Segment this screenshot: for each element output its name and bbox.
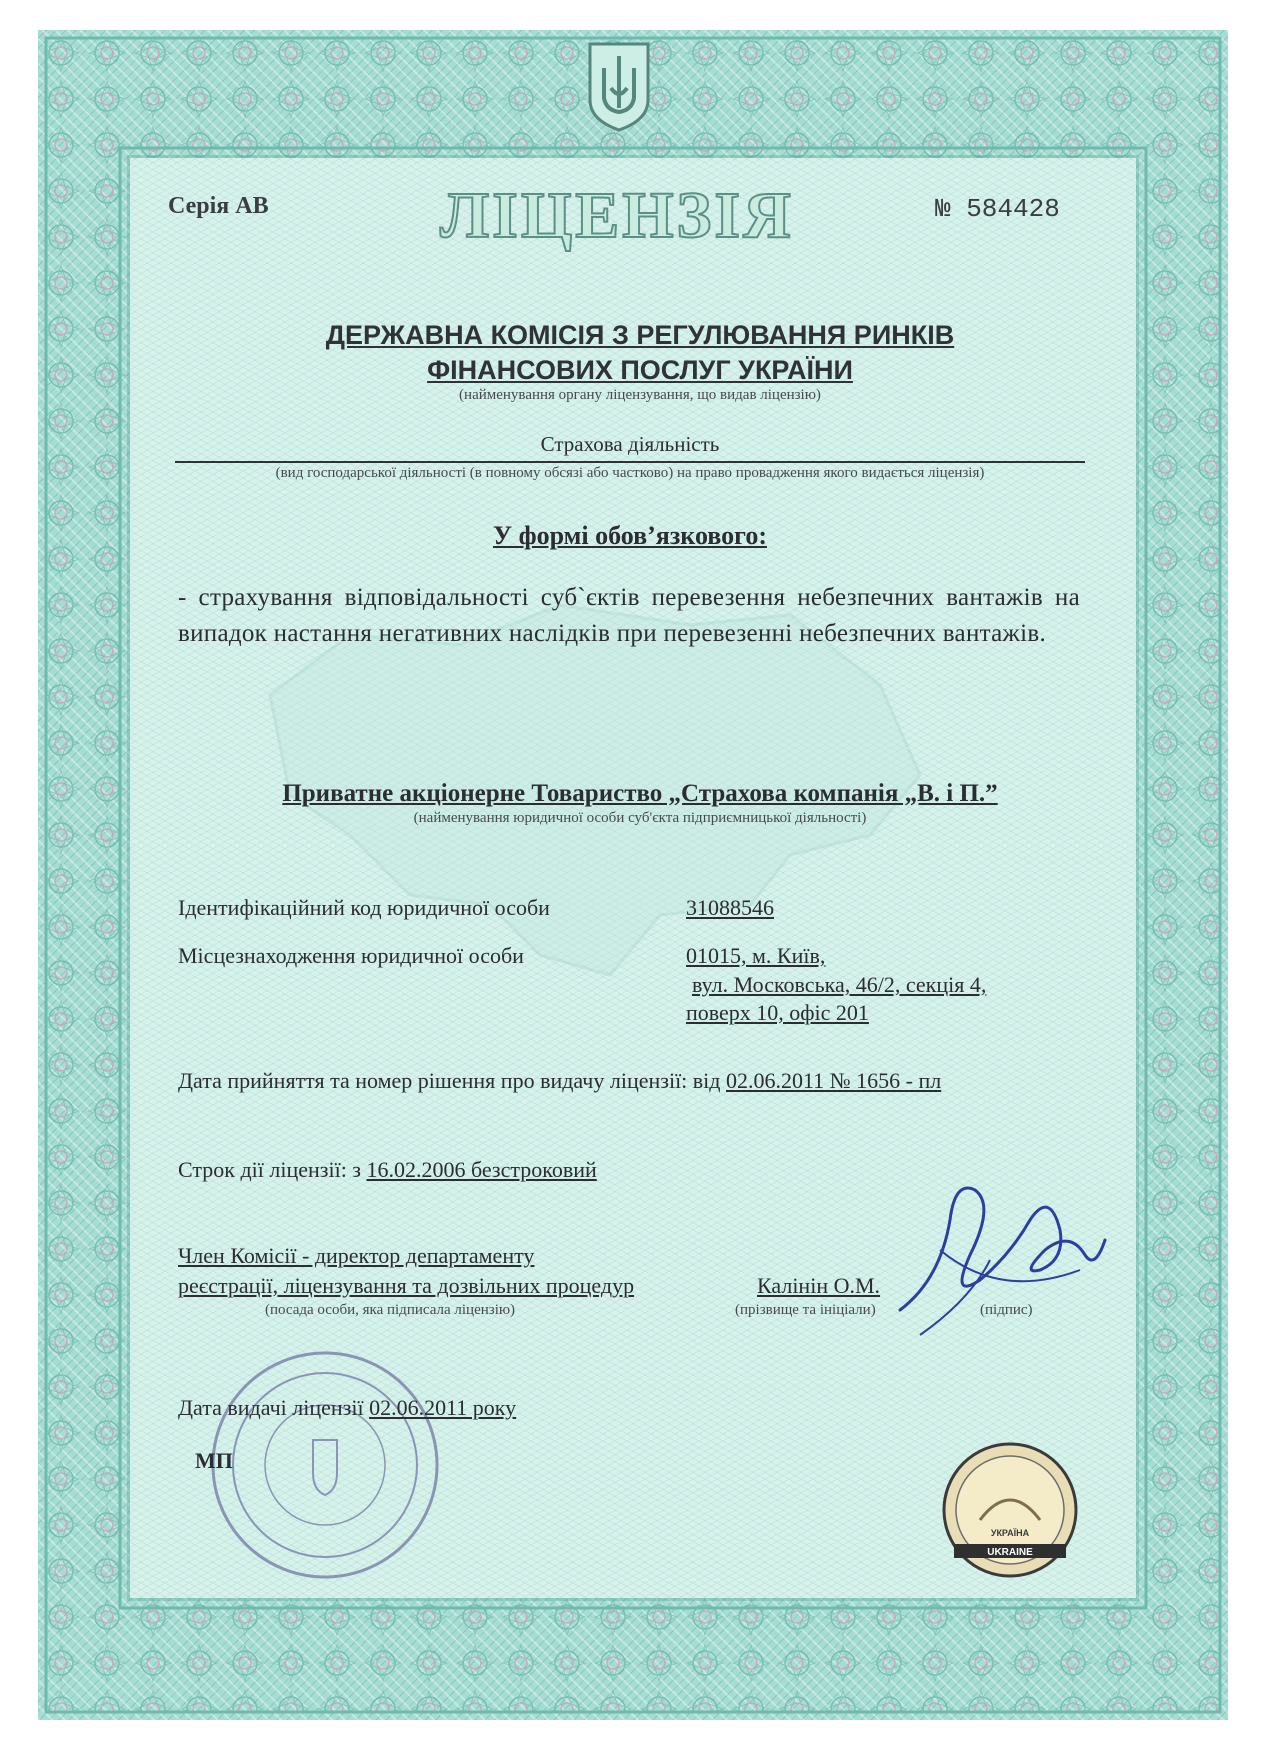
handwritten-signature (880, 1160, 1110, 1350)
stamp-place-label: МП (195, 1448, 233, 1473)
signature-caption: (підпис) (980, 1302, 1033, 1318)
decision-value: 02.06.2011 № 1656 - пл (726, 1068, 942, 1093)
issuing-authority (160, 318, 1120, 388)
license-title: ЛІЦЕНЗІЯ (440, 179, 794, 252)
issue-date-value: 02.06.2011 року (369, 1395, 517, 1420)
license-number: № 584428 (935, 194, 1060, 224)
location-label: Місцезнаходження юридичної особи (178, 943, 524, 968)
insurance-scope: - страхування відповідальності суб`єктів перевезення небезпечних вантажів на випадок настання негативних наслідків при перевезенні небезпечних вантажів. (178, 584, 1080, 647)
hologram-seal (940, 1440, 1080, 1580)
hologram-text-ua: УКРАЇНА (990, 1528, 1030, 1538)
validity-line (178, 1157, 597, 1183)
authority-line-2: ФІНАНСОВИХ ПОСЛУГ УКРАЇНИ (427, 355, 853, 385)
validity-value: 16.02.2006 безстроковий (366, 1157, 597, 1182)
activity-type: Страхова діяльність (540, 432, 720, 456)
position-caption: (посада особи, яка підписала ліцензію) (265, 1302, 516, 1318)
address-line-2: вул. Московська, 46/2, секція 4, (692, 972, 987, 997)
form-heading: У формі обов’язкового: (493, 521, 767, 550)
signer-position-line-2: реєстрації, ліцензування та дозвільних процедур (178, 1273, 635, 1298)
id-code-label: Ідентифікаційний код юридичної особи (178, 895, 550, 920)
authority-line-1: ДЕРЖАВНА КОМІСІЯ З РЕГУЛЮВАННЯ РИНКІВ (325, 320, 955, 350)
issue-date-label: Дата видачі ліцензії (178, 1395, 370, 1420)
activity-underline (175, 461, 1085, 463)
license-series: Серія АВ (168, 193, 269, 219)
issue-date-line (178, 1395, 516, 1421)
official-seal (205, 1345, 445, 1585)
signer-name-caption: (прізвище та ініціали) (735, 1302, 876, 1318)
signer-position-line-1: Член Комісії - директор департаменту (178, 1243, 535, 1268)
company-caption: (найменування юридичної особи суб'єкта підприємницької діяльності) (413, 810, 867, 826)
authority-caption: (найменування органу ліцензування, що видав ліцензію) (459, 387, 821, 403)
decision-label: Дата прийняття та номер рішення про видачу ліцензії: від (178, 1068, 726, 1093)
trident-icon (584, 38, 654, 134)
id-code-value: 31088546 (686, 895, 774, 920)
address-line-1: 01015, м. Київ, (686, 943, 826, 968)
signer-name: Калінін О.М. (757, 1273, 881, 1298)
decision-line (178, 1068, 941, 1094)
validity-label: Строк дії ліцензії: з (178, 1157, 367, 1182)
address-line-3: поверх 10, офіс 201 (686, 1000, 869, 1025)
activity-caption: (вид господарської діяльності (в повному обсязі або частково) на право провадження якого видається ліцензія) (275, 465, 985, 481)
company-name: Приватне акціонерне Товариство „Страхова компанія „В. і П.” (282, 780, 998, 807)
hologram-text-en: UKRAINE (987, 1547, 1033, 1558)
